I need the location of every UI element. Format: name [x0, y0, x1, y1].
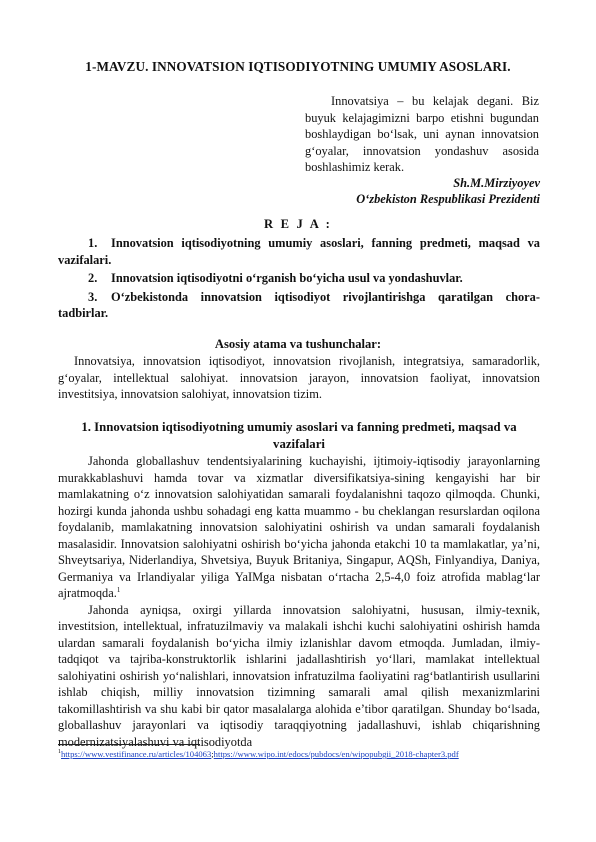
footnote-mark: 1 [58, 749, 61, 756]
footnote-link[interactable]: https://www.vestifinance.ru/articles/104063 [61, 749, 212, 759]
footnote-divider [58, 744, 200, 745]
plan-heading: R E J A : [263, 217, 333, 231]
page-title: 1-MAVZU. INNOVATSION IQTISODIYOTNING UMUMIY ASOSLARI. [85, 59, 511, 74]
plan-item-text: Innovatsion iqtisodiyotning umumiy asoslari, fanning predmeti, maqsad va vazifalari. [58, 236, 540, 267]
paragraph-text: Jahonda globallashuv tendentsiyalarining kuchayishi, ijtimoiy-iqtisodiy jarayonlarning murakkablashuvi hamda tovar va xizmatlar diversifikatsiya-sining kengayishi har bir mamlakatning o‘z innovatsion salohiyatidan samarali foydalanishni taqozo qilmoqda. Chunki, hozirgi kunda jahonda ushbu sohadagi eng katta muammo - bu cheklangan resurslardan oqilona foydalanib, mamlakatning innovatsion salohiyatini oshirish va undan samarali foydalanish masalasidir. Innovatsion salohiyatni oshirish bo‘yicha jahonda etakchi 10 ta mamlakatlar, ya’ni, Shveytsariya, Niderlandiya, Shvetsiya, Buyuk Britaniya, Singapur, AQSh, Finlyandiya, Daniya, Germaniya va Irlandiyalar yiliga YaIMga nisbatan o‘rtacha 2,5-4,0 foiz atrofida mablag‘lar ajratmoqda. [58, 454, 540, 600]
plan-item [58, 270, 540, 287]
body-paragraph: Jahonda ayniqsa, oxirgi yillarda innovatsion salohiyatni, hususan, ilmiy-texnik, investitsion, intellektual, infratuzilmaviy va malakali ishchi kuchi salohiyatini oshirish hamda ulardan samarali foydalanish bo‘yicha ilmiy izlanishlar davom etmoqda. Jumladan, ilmiy-tadqiqot va tajriba-konstruktorlik ishlarini jadallashtirish yo‘llari, mamlakat intellektual salohiyatini oshirish yo‘nalishlari, innovatsion infratuzilma faoliyatini rag‘batlantirish usullarini ishlab chiqish, milliy innovatsion tizimning samarali amal qilish mexanizmlarini takomillashtirish va shu kabi bir qator masalalarga alohida e’tibor qaratilgan. Shunday bo‘lsada, globallashuv jarayonlari va iqtisodiy taraqqiyotning jadallashuvi, ishlab chiqarishning modernizatsiyalashuvi va iqtisodiyotda [58, 602, 540, 749]
terms-text: Innovatsiya, innovatsion iqtisodiyot, innovatsion rivojlanish, integratsiya, samaradorlik, g‘oyalar, intellektual salohiyat. innovatsion jarayon, innovatsion faoliyat, innovatsion investitsiya, innovatsion salohiyat, innovatsion tizim. [58, 354, 540, 401]
footnote-link[interactable]: https://www.wipo.int/edocs/pubdocs/en/wipopubgii_2018-chapter3.pdf [213, 749, 459, 759]
epigraph-author: Sh.M.Mirziyoyev [453, 176, 540, 190]
plan-item-number: 1. [88, 236, 98, 250]
footnote-separator: ; [211, 749, 214, 759]
epigraph-author-title: O‘zbekiston Respublikasi Prezidenti [356, 192, 540, 206]
terms-heading: Asosiy atama va tushunchalar: [214, 337, 382, 351]
body-paragraph [58, 453, 540, 602]
plan-item-number: 3. [88, 289, 98, 304]
plan-item [58, 235, 540, 268]
footnote-reference[interactable]: 1 [116, 585, 121, 594]
epigraph-quote: Innovatsiya – bu kelajak degani. Biz buyuk kelajagimizni barpo etishni bugundan boshlaydigan bo‘lsak, uni aynan innovatsion g‘oyalar, innovatsion yondashuv asosida boshlashimiz kerak. [305, 94, 539, 174]
plan-item [58, 289, 540, 322]
plan-item-text: Innovatsion iqtisodiyotni o‘rganish bo‘yicha usul va yondashuvlar. [111, 271, 463, 285]
section-heading: 1. Innovatsion iqtisodiyotning umumiy asoslari va fanning predmeti, maqsad va vazifalari [81, 420, 517, 451]
plan-list [58, 235, 540, 324]
footnote [58, 749, 558, 759]
section-body [58, 453, 540, 750]
plan-item-text: O‘zbekistonda innovatsion iqtisodiyot rivojlantirishga qaratilgan chora-tadbirlar. [58, 289, 540, 320]
plan-item-number: 2. [88, 271, 98, 285]
